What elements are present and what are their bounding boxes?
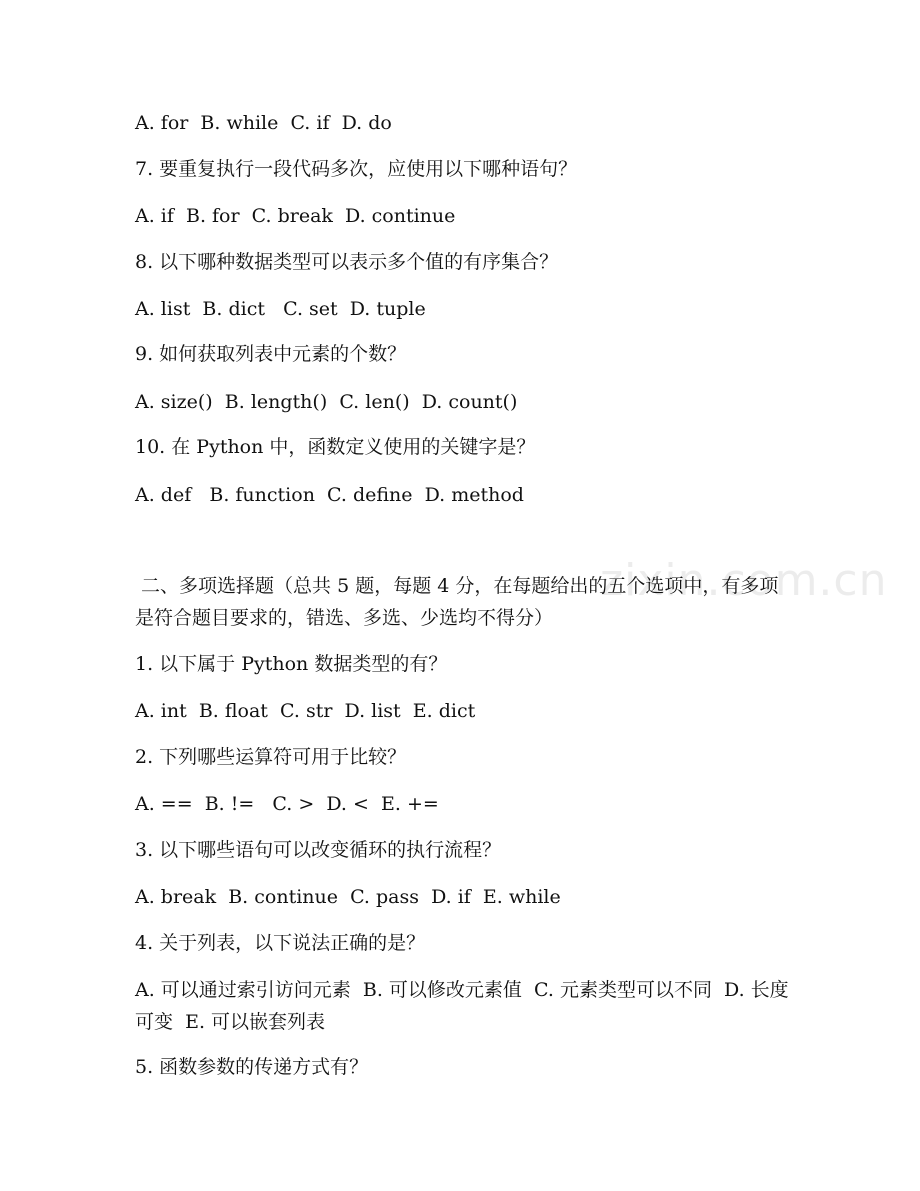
mc-question-3-options: A. break B. continue C. pass D. if E. while bbox=[135, 886, 561, 908]
watermark: zixin.com.cn bbox=[600, 555, 888, 606]
question-8-options: A. list B. dict C. set D. tuple bbox=[135, 298, 426, 320]
mc-question-2-options: A. == B. != C. > D. < E. += bbox=[135, 793, 439, 815]
mc-question-4-options: A. 可以通过索引访问元素 B. 可以修改元素值 C. 元素类型可以不同 D. 长度可变 E. 可以嵌套列表 bbox=[135, 979, 789, 1033]
question-10-options: A. def B. function C. define D. method bbox=[135, 484, 524, 506]
mc-question-1-options: A. int B. float C. str D. list E. dict bbox=[135, 700, 476, 722]
question-6-options: A. for B. while C. if D. do bbox=[135, 112, 392, 134]
question-8: 8. 以下哪种数据类型可以表示多个值的有序集合？ bbox=[135, 251, 559, 273]
mc-question-2: 2. 下列哪些运算符可用于比较？ bbox=[135, 746, 407, 768]
question-9: 9. 如何获取列表中元素的个数？ bbox=[135, 343, 407, 365]
mc-question-3: 3. 以下哪些语句可以改变循环的执行流程？ bbox=[135, 839, 502, 861]
question-7-options: A. if B. for C. break D. continue bbox=[135, 205, 456, 227]
mc-question-4: 4. 关于列表，以下说法正确的是？ bbox=[135, 932, 426, 954]
mc-question-5: 5. 函数参数的传递方式有？ bbox=[135, 1056, 369, 1078]
section-2-heading: 二、多项选择题（总共 5 题，每题 4 分，在每题给出的五个选项中，有多项是符合题目要求的，错选、多选、少选均不得分） bbox=[135, 575, 779, 629]
question-10: 10. 在 Python 中，函数定义使用的关键字是？ bbox=[135, 436, 536, 458]
mc-question-1: 1. 以下属于 Python 数据类型的有？ bbox=[135, 653, 448, 675]
question-9-options: A. size() B. length() C. len() D. count() bbox=[135, 391, 518, 413]
question-7: 7. 要重复执行一段代码多次，应使用以下哪种语句？ bbox=[135, 158, 578, 180]
